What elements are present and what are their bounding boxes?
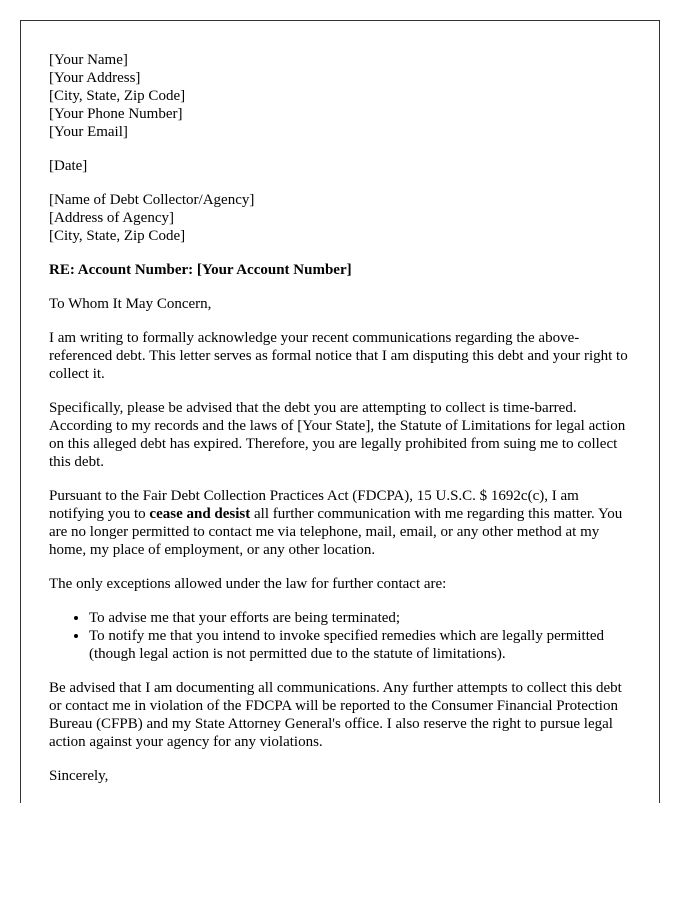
sender-block — [49, 51, 631, 141]
list-item: • To advise me that your efforts are being terminated; — [89, 609, 631, 627]
sender-city: [City, State, Zip Code] — [49, 88, 186, 104]
exceptions-list — [49, 609, 631, 663]
recipient-address: [Address of Agency] — [49, 210, 174, 226]
letter-page — [20, 20, 660, 803]
salutation: To Whom It May Concern, — [49, 296, 212, 312]
list-item: • To notify me that you intend to invoke specified remedies which are legally permitted (though legal action is not permitted due to the statute of limitations). — [89, 627, 631, 663]
closing: Sincerely, — [49, 768, 109, 784]
paragraph-documenting: Be advised that I am documenting all communications. Any further attempts to collect this debt or contact me in violation of the FDCPA will be reported to the Consumer Financial Protection Bureau (CFPB) and my State Attorney General's office. I also reserve the right to pursue legal action against your agency for any violations. — [49, 680, 622, 750]
paragraph-acknowledge: I am writing to formally acknowledge your recent communications regarding the above-referenced debt. This letter serves as formal notice that I am disputing this debt and your right to collect it. — [49, 330, 628, 382]
paragraph-exceptions-intro: The only exceptions allowed under the law for further contact are: — [49, 576, 447, 592]
recipient-block — [49, 191, 631, 245]
sender-name: [Your Name] — [49, 52, 128, 68]
subject-text: RE: Account Number: [Your Account Number] — [49, 262, 352, 278]
recipient-name: [Name of Debt Collector/Agency] — [49, 192, 255, 208]
cease-desist-text-end: all further communication with me regarding this matter. You are no longer permitted to contact me via telephone, mail, email, or any other method at my home, my place of employment, or any other location. — [49, 506, 623, 558]
sender-email: [Your Email] — [49, 124, 128, 140]
cease-desist-text-start: Pursuant to the Fair Debt Collection Practices Act (FDCPA), 15 U.S.C. $ 1692c(c), I am notifying you to — [49, 488, 579, 522]
sender-address: [Your Address] — [49, 70, 141, 86]
letter-date: [Date] — [49, 158, 88, 174]
subject-line — [49, 261, 631, 279]
recipient-city: [City, State, Zip Code] — [49, 228, 186, 244]
paragraph-time-barred: Specifically, please be advised that the debt you are attempting to collect is time-barred. According to my records and the laws of [Your State], the Statute of Limitations for legal action on this alleged debt has expired. Therefore, you are legally prohibited from suing me to collect this debt. — [49, 400, 626, 470]
sender-phone: [Your Phone Number] — [49, 106, 183, 122]
paragraph-cease-desist — [49, 487, 631, 559]
cease-desist-bold: cease and desist — [149, 506, 251, 522]
